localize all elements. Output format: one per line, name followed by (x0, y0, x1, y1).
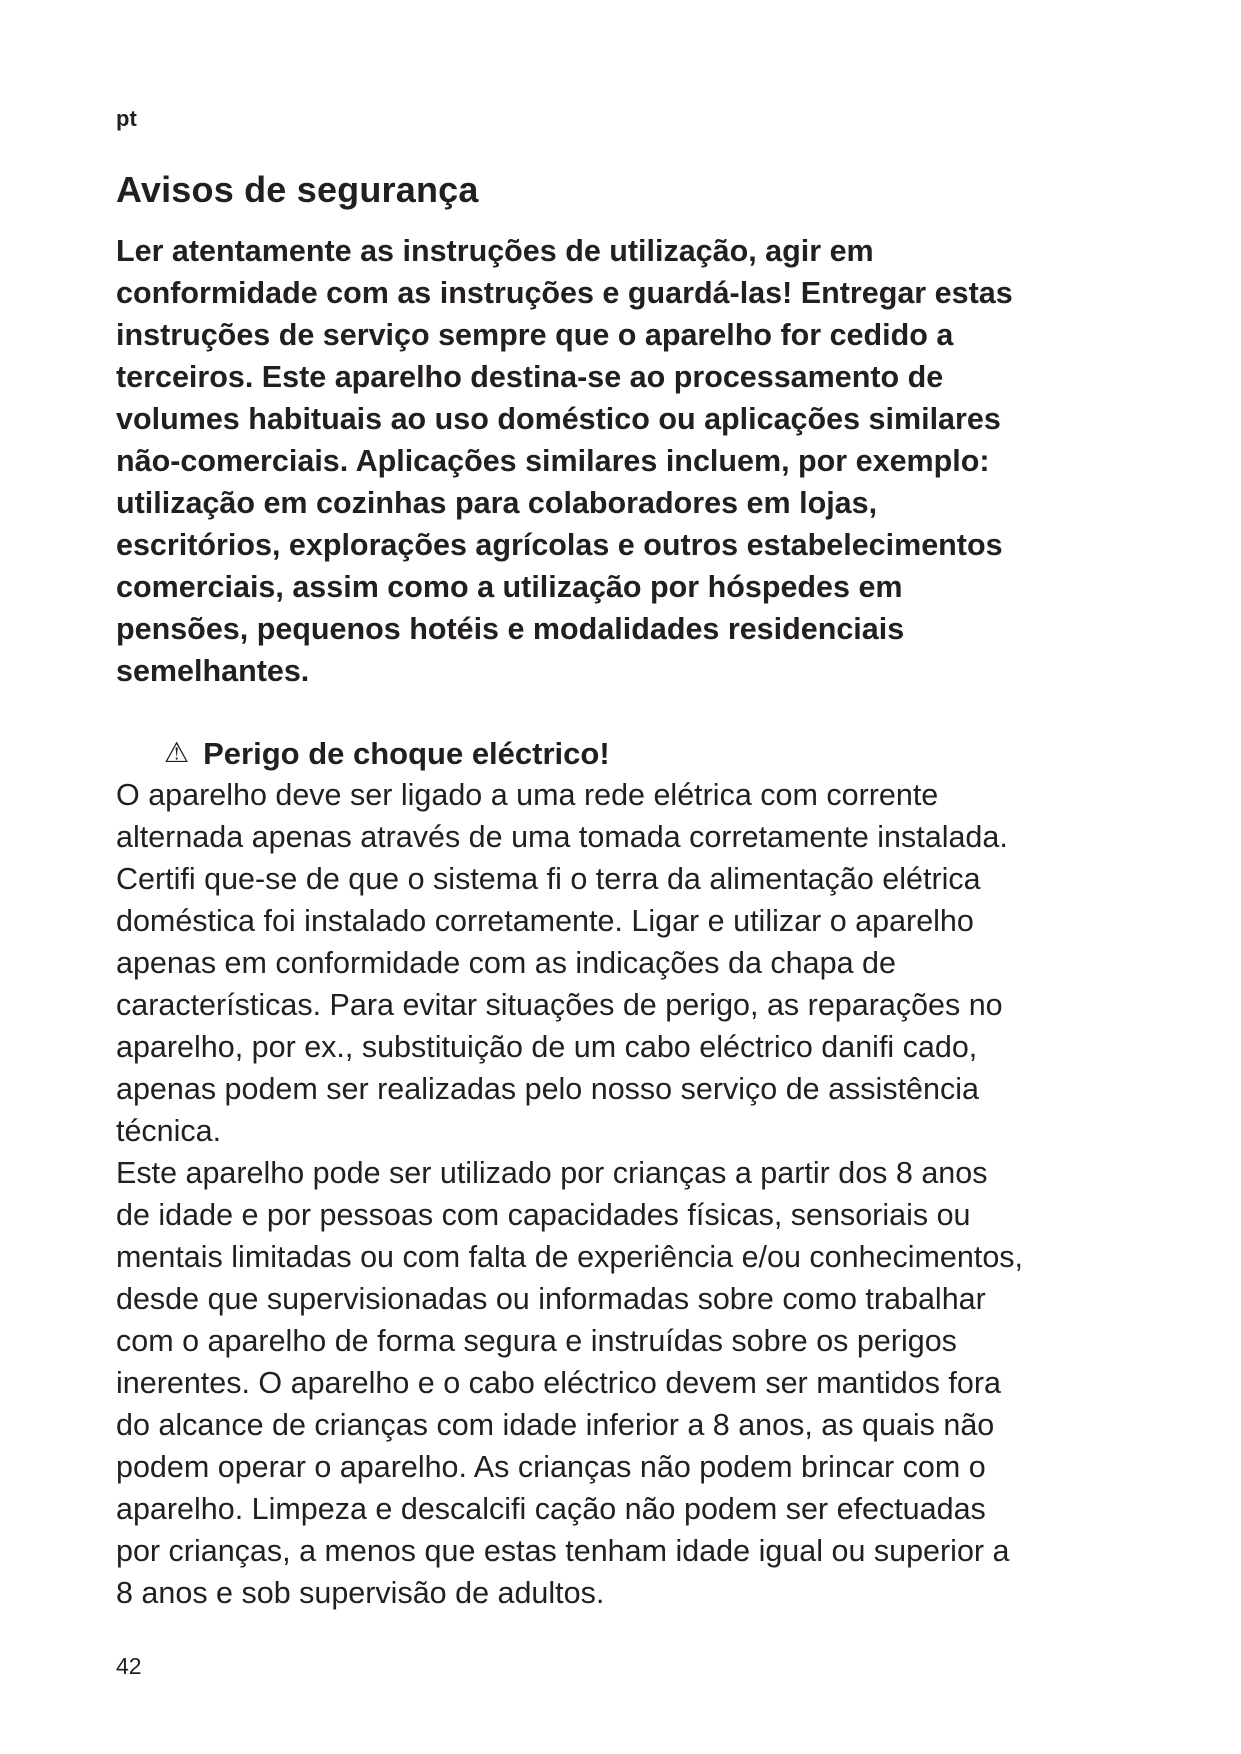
paragraph-line: características. Para evitar situações de perigo, as reparações no (116, 988, 1003, 1022)
paragraph-line: aparelho. Limpeza e descalcifi cação não podem ser efectuadas (116, 1492, 986, 1526)
paragraph-line: conformidade com as instruções e guardá-las! Entregar estas (116, 276, 1013, 310)
paragraph-line: aparelho, por ex., substituição de um cabo eléctrico danifi cado, (116, 1030, 978, 1064)
paragraph-line: podem operar o aparelho. As crianças não podem brincar com o (116, 1450, 986, 1484)
paragraph-line: O aparelho deve ser ligado a uma rede elétrica com corrente (116, 778, 939, 812)
paragraph-line: não-comerciais. Aplicações similares incluem, por exemplo: (116, 444, 990, 478)
paragraph-line: técnica. (116, 1114, 222, 1148)
warning-heading (164, 732, 610, 775)
warning-triangle-icon: ⚠ (164, 737, 190, 768)
paragraph-line: do alcance de crianças com idade inferior a 8 anos, as quais não (116, 1408, 995, 1442)
paragraph-line: por crianças, a menos que estas tenham idade igual ou superior a (116, 1534, 1010, 1568)
paragraph-line: com o aparelho de forma segura e instruídas sobre os perigos (116, 1324, 957, 1358)
children-usage-paragraph (116, 1152, 1116, 1614)
warning-heading-text: Perigo de choque eléctrico! (203, 736, 610, 771)
page-number: 42 (116, 1653, 142, 1679)
paragraph-line: 8 anos e sob supervisão de adultos. (116, 1576, 605, 1610)
paragraph-line: comerciais, assim como a utilização por hóspedes em (116, 570, 903, 604)
paragraph-line: de idade e por pessoas com capacidades físicas, sensoriais ou (116, 1198, 971, 1232)
paragraph-line: desde que supervisionadas ou informadas sobre como trabalhar (116, 1282, 986, 1316)
paragraph-line: Este aparelho pode ser utilizado por crianças a partir dos 8 anos (116, 1156, 988, 1190)
intro-paragraph (116, 230, 1116, 692)
paragraph-line: mentais limitadas ou com falta de experiência e/ou conhecimentos, (116, 1240, 1024, 1274)
paragraph-line: escritórios, explorações agrícolas e outros estabelecimentos (116, 528, 1003, 562)
paragraph-line: apenas em conformidade com as indicações da chapa de (116, 946, 896, 980)
paragraph-line: apenas podem ser realizadas pelo nosso serviço de assistência (116, 1072, 979, 1106)
paragraph-line: alternada apenas através de uma tomada corretamente instalada. (116, 820, 1008, 854)
paragraph-line: semelhantes. (116, 654, 310, 688)
paragraph-line: terceiros. Este aparelho destina-se ao processamento de (116, 360, 944, 394)
language-tag: pt (116, 106, 137, 131)
paragraph-line: Ler atentamente as instruções de utilização, agir em (116, 234, 874, 268)
paragraph-line: inerentes. O aparelho e o cabo eléctrico devem ser mantidos fora (116, 1366, 1001, 1400)
paragraph-line: instruções de serviço sempre que o aparelho for cedido a (116, 318, 954, 352)
paragraph-line: volumes habituais ao uso doméstico ou aplicações similares (116, 402, 1001, 436)
page-title: Avisos de segurança (116, 169, 479, 210)
paragraph-line: Certifi que-se de que o sistema fi o terra da alimentação elétrica (116, 862, 981, 896)
paragraph-line: pensões, pequenos hotéis e modalidades residenciais (116, 612, 905, 646)
paragraph-line: doméstica foi instalado corretamente. Ligar e utilizar o aparelho (116, 904, 974, 938)
electric-shock-paragraph (116, 774, 1116, 1152)
paragraph-line: utilização em cozinhas para colaboradores em lojas, (116, 486, 878, 520)
